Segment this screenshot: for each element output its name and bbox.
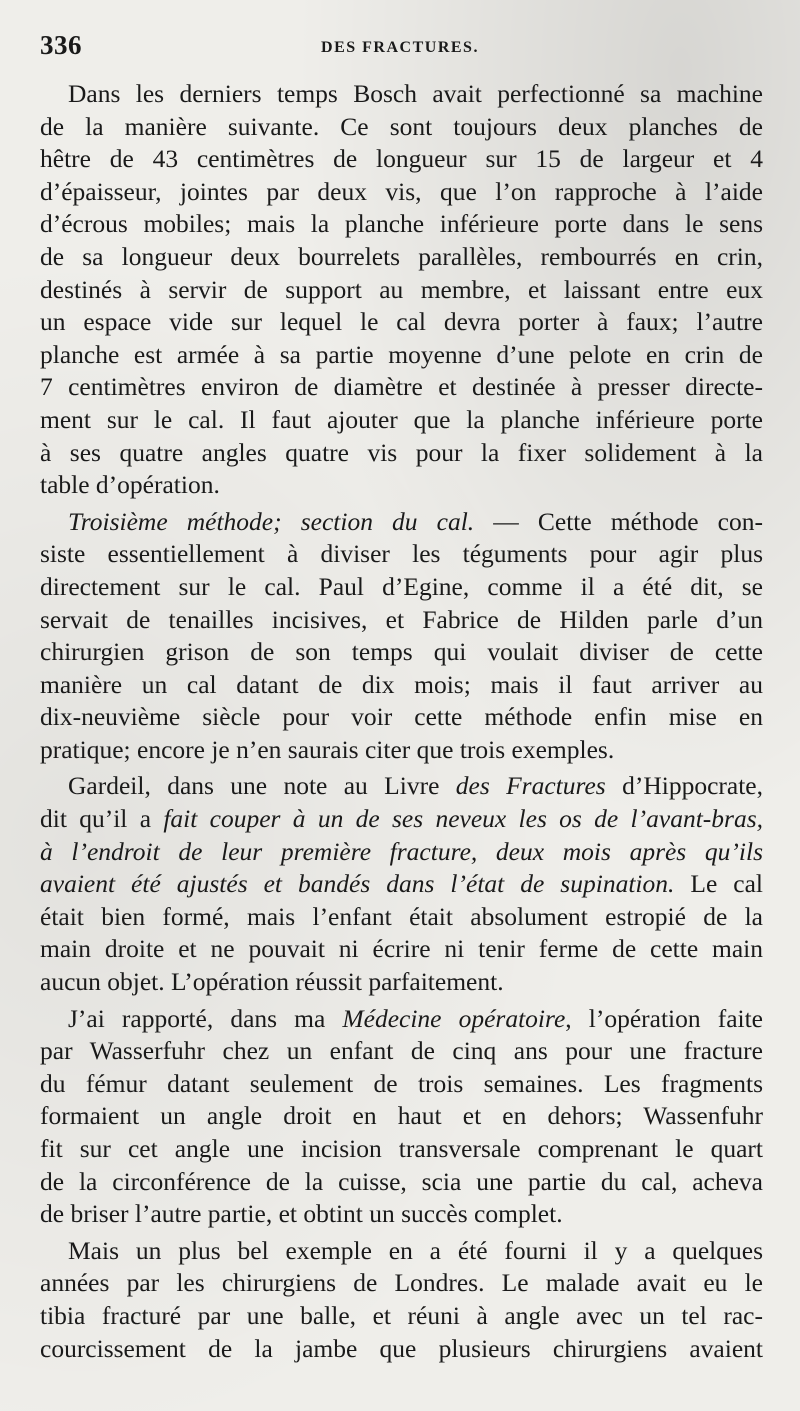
text-line bbox=[40, 111, 763, 144]
text-line bbox=[40, 701, 763, 734]
text-line bbox=[40, 1333, 763, 1366]
text-segment: hêtre de 43 centimètres de longueur sur 15 de largeur et 4 bbox=[40, 144, 763, 174]
text-line bbox=[40, 636, 763, 669]
text-segment: , l’opération faite bbox=[565, 1003, 763, 1033]
page-body bbox=[40, 78, 763, 1365]
text-line bbox=[40, 1003, 763, 1036]
text-line bbox=[40, 78, 763, 111]
text-segment: manière un cal datant de dix mois; mais il faut arriver au bbox=[40, 669, 763, 699]
text-segment: de briser l’autre partie, et obtint un succès complet. bbox=[40, 1199, 563, 1229]
text-segment: aucun objet. L’opération réussit parfaitement. bbox=[40, 967, 504, 997]
text-line bbox=[40, 437, 763, 470]
text-segment: était bien formé, mais l’enfant était absolument estropié de la bbox=[40, 901, 763, 931]
text-line bbox=[40, 339, 763, 372]
text-line bbox=[40, 1267, 763, 1300]
text-line bbox=[40, 1068, 763, 1101]
text-segment: fit sur cet angle une incision transversale comprenant le quart bbox=[40, 1134, 763, 1163]
text-line bbox=[40, 538, 763, 571]
text-segment: d’écrous mobiles; mais la planche inférieure porte dans le sens bbox=[40, 209, 763, 239]
text-line bbox=[40, 506, 763, 539]
text-line bbox=[40, 241, 763, 274]
text-segment: destinés à servir de support au membre, et laissant entre eux bbox=[40, 274, 763, 304]
paragraph bbox=[40, 1235, 763, 1365]
text-line bbox=[40, 371, 763, 404]
text-line bbox=[40, 933, 763, 966]
text-segment: ment sur le cal. Il faut ajouter que la planche inférieure porte bbox=[40, 404, 763, 434]
text-line bbox=[40, 143, 763, 176]
text-segment: de la manière suivante. Ce sont toujours deux planches de bbox=[40, 111, 763, 141]
text-segment: directement sur le cal. Paul d’Egine, comme il a été dit, se bbox=[40, 571, 763, 601]
text-segment: main droite et ne pouvait ni écrire ni tenir ferme de cette main bbox=[40, 934, 763, 964]
text-line bbox=[40, 469, 763, 502]
text-segment: pratique; encore je n’en saurais citer que trois exemples. bbox=[40, 734, 615, 764]
text-segment: chirurgien grison de son temps qui voulait diviser de cette bbox=[40, 637, 763, 667]
text-line bbox=[40, 901, 763, 934]
text-segment: formaient un angle droit en haut et en dehors; Wassenfuhr bbox=[40, 1101, 763, 1131]
text-segment: planche est armée à sa partie moyenne d’une pelote en crin de bbox=[40, 339, 763, 369]
text-segment: Gardeil, dans une note au Livre bbox=[68, 771, 456, 801]
text-segment: table d’opération. bbox=[40, 470, 220, 500]
italic-text: à l’endroit de leur première fracture, deux mois après qu’ils bbox=[40, 836, 763, 866]
text-segment: courcissement de la jambe que plusieurs chirurgiens avaient bbox=[40, 1333, 763, 1363]
text-line bbox=[40, 1235, 763, 1268]
text-line bbox=[40, 404, 763, 437]
paragraph bbox=[40, 770, 763, 998]
text-line bbox=[40, 1300, 763, 1333]
text-segment: Dans les derniers temps Bosch avait perfectionné sa machine bbox=[68, 79, 763, 108]
paragraph bbox=[40, 78, 763, 502]
text-segment: par Wasserfuhr chez un enfant de cinq ans pour une fracture bbox=[40, 1036, 763, 1066]
text-segment: servait de tenailles incisives, et Fabrice de Hilden parle d’un bbox=[40, 604, 763, 634]
text-segment: siste essentiellement à diviser les téguments pour agir plus bbox=[40, 539, 763, 569]
text-line bbox=[40, 176, 763, 209]
text-segment: un espace vide sur lequel le cal devra porter à faux; l’autre bbox=[40, 307, 763, 337]
text-segment: 7 centimètres environ de diamètre et destinée à presser directe- bbox=[40, 372, 763, 402]
text-line bbox=[40, 1166, 763, 1199]
text-line bbox=[40, 208, 763, 241]
paragraph bbox=[40, 506, 763, 767]
italic-text: avaient été ajustés et bandés dans l’état de supination. bbox=[40, 869, 675, 899]
page-number: 336 bbox=[40, 30, 82, 60]
text-segment: — Cette méthode con- bbox=[474, 506, 763, 536]
text-segment: Mais un plus bel exemple en a été fourni il y a quelques bbox=[68, 1235, 763, 1265]
text-segment: d’Hippocrate, bbox=[605, 771, 763, 801]
text-segment: du fémur datant seulement de trois semaines. Les fragments bbox=[40, 1068, 763, 1098]
italic-text: Médecine opératoire bbox=[342, 1003, 566, 1033]
text-line bbox=[40, 1035, 763, 1068]
text-segment: tibia fracturé par une balle, et réuni à angle avec un tel rac- bbox=[40, 1300, 763, 1330]
text-segment: années par les chirurgiens de Londres. Le malade avait eu le bbox=[40, 1268, 763, 1298]
text-line bbox=[40, 868, 763, 901]
text-line bbox=[40, 274, 763, 307]
page-header bbox=[40, 30, 760, 66]
text-line bbox=[40, 1133, 763, 1166]
italic-text: Troisième méthode; section du cal. bbox=[68, 506, 475, 536]
text-segment: d’épaisseur, jointes par deux vis, que l’on rapproche à l’aide bbox=[40, 176, 763, 206]
text-segment: dit qu’il a bbox=[40, 804, 164, 834]
text-segment: à ses quatre angles quatre vis pour la fixer solidement à la bbox=[40, 437, 763, 467]
text-line bbox=[40, 669, 763, 702]
text-line bbox=[40, 571, 763, 604]
text-line bbox=[40, 1198, 763, 1231]
text-segment: Le cal bbox=[674, 869, 763, 899]
text-segment: J’ai rapporté, dans ma bbox=[68, 1003, 343, 1033]
text-segment: dix-neuvième siècle pour voir cette méthode enfin mise en bbox=[40, 702, 763, 732]
text-segment: de sa longueur deux bourrelets parallèles, rembourrés en crin, bbox=[40, 241, 763, 271]
text-line bbox=[40, 306, 763, 339]
text-line bbox=[40, 836, 763, 869]
paragraph bbox=[40, 1003, 763, 1231]
text-line bbox=[40, 1100, 763, 1133]
text-line bbox=[40, 966, 763, 999]
text-segment: de la circonférence de la cuisse, scia une partie du cal, acheva bbox=[40, 1166, 763, 1196]
text-line bbox=[40, 770, 763, 803]
text-line bbox=[40, 604, 763, 637]
italic-text: fait couper à un de ses neveux les os de l’avant-bras, bbox=[163, 804, 763, 834]
text-line bbox=[40, 734, 763, 767]
italic-text: des Fractures bbox=[455, 771, 606, 801]
running-head: DES FRACTURES. bbox=[321, 39, 479, 56]
text-line bbox=[40, 803, 763, 836]
